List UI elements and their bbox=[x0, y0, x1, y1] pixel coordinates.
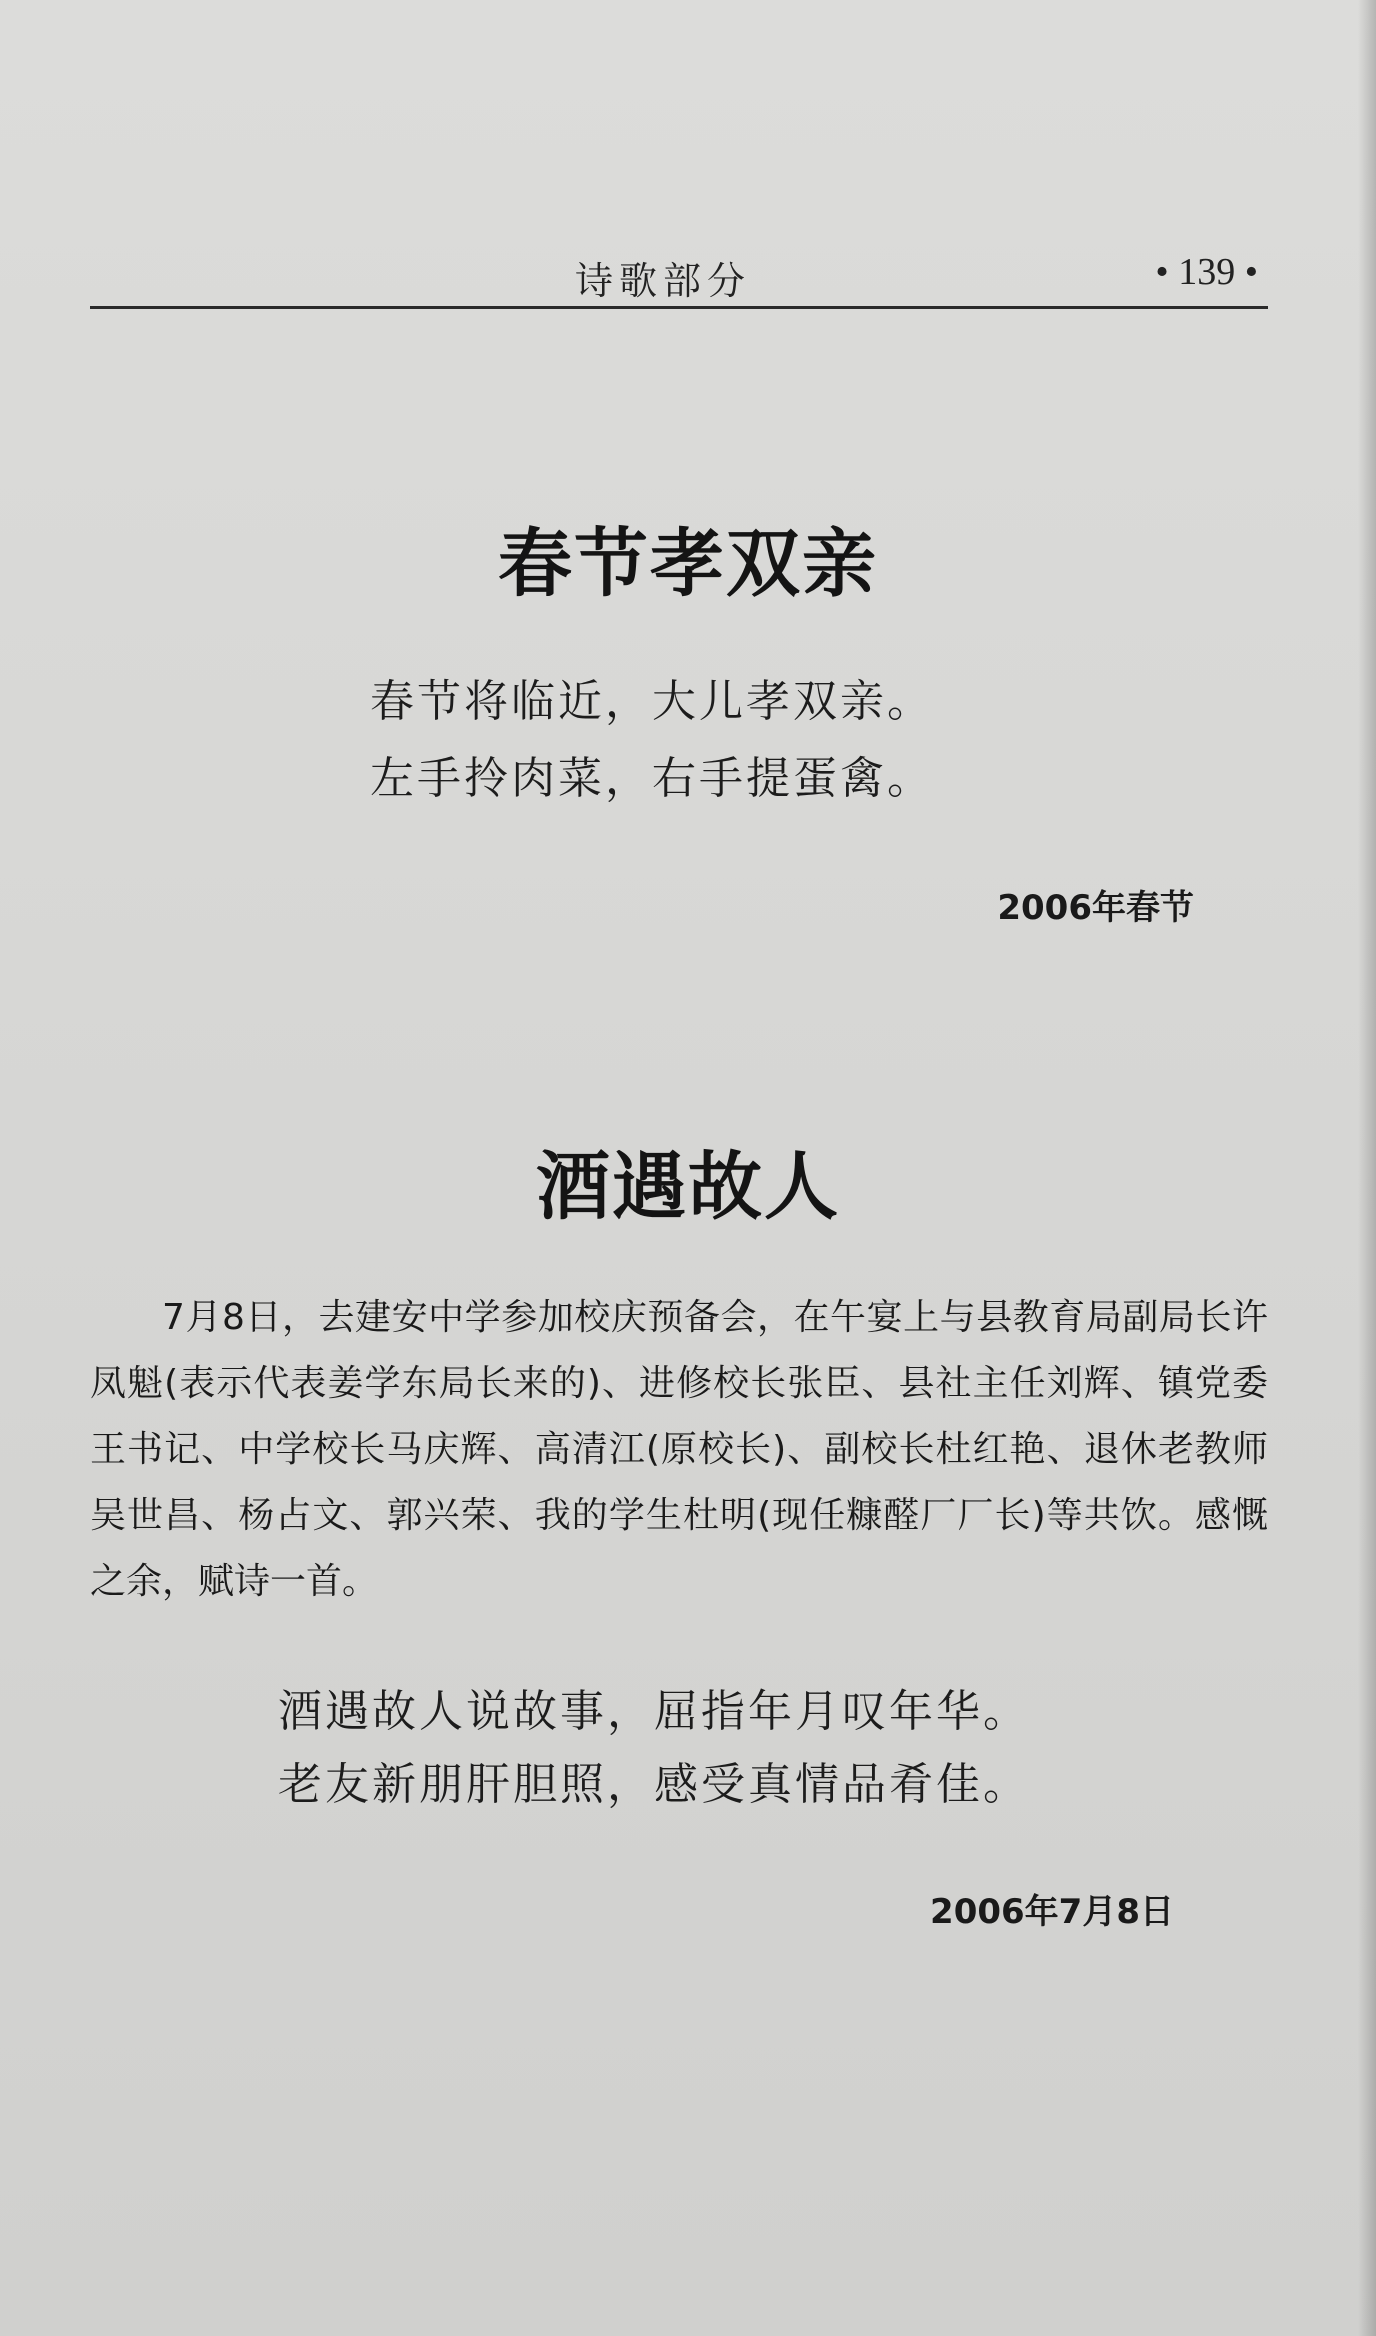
poem-title: 酒遇故人 bbox=[536, 1144, 840, 1230]
poem-line: 春节将临近，大儿孝双亲。 bbox=[370, 676, 934, 727]
page-number: • 139 • bbox=[1155, 251, 1258, 293]
poem-date: 2006年春节 bbox=[997, 888, 1194, 928]
poem-preface bbox=[90, 1285, 1268, 1615]
poem-title: 春节孝双亲 bbox=[498, 521, 878, 607]
running-head: 诗歌部分 bbox=[575, 259, 752, 303]
poem-line: 左手拎肉菜，右手提蛋禽。 bbox=[370, 753, 934, 804]
poem-line: 酒遇故人说故事，屈指年月叹年华。 bbox=[278, 1686, 1030, 1737]
page-header bbox=[90, 250, 1268, 312]
preface-paragraph: 7月8日，去建安中学参加校庆预备会，在午宴上与县教育局副局长许凤魁(表示代表姜学东局长来的)、进修校长张臣、县社主任刘辉、镇党委王书记、中学校长马庆辉、高清江(原校长)、副校长杜红艳、退休老教师吴世昌、杨占文、郭兴荣、我的学生杜明(现任糠醛厂厂长)等共饮。感慨之余，赋诗一首。 bbox=[90, 1297, 1268, 1602]
header-rule bbox=[90, 306, 1268, 309]
poem-date: 2006年7月8日 bbox=[930, 1892, 1174, 1932]
poem-line: 老友新朋肝胆照，感受真情品肴佳。 bbox=[278, 1759, 1030, 1810]
